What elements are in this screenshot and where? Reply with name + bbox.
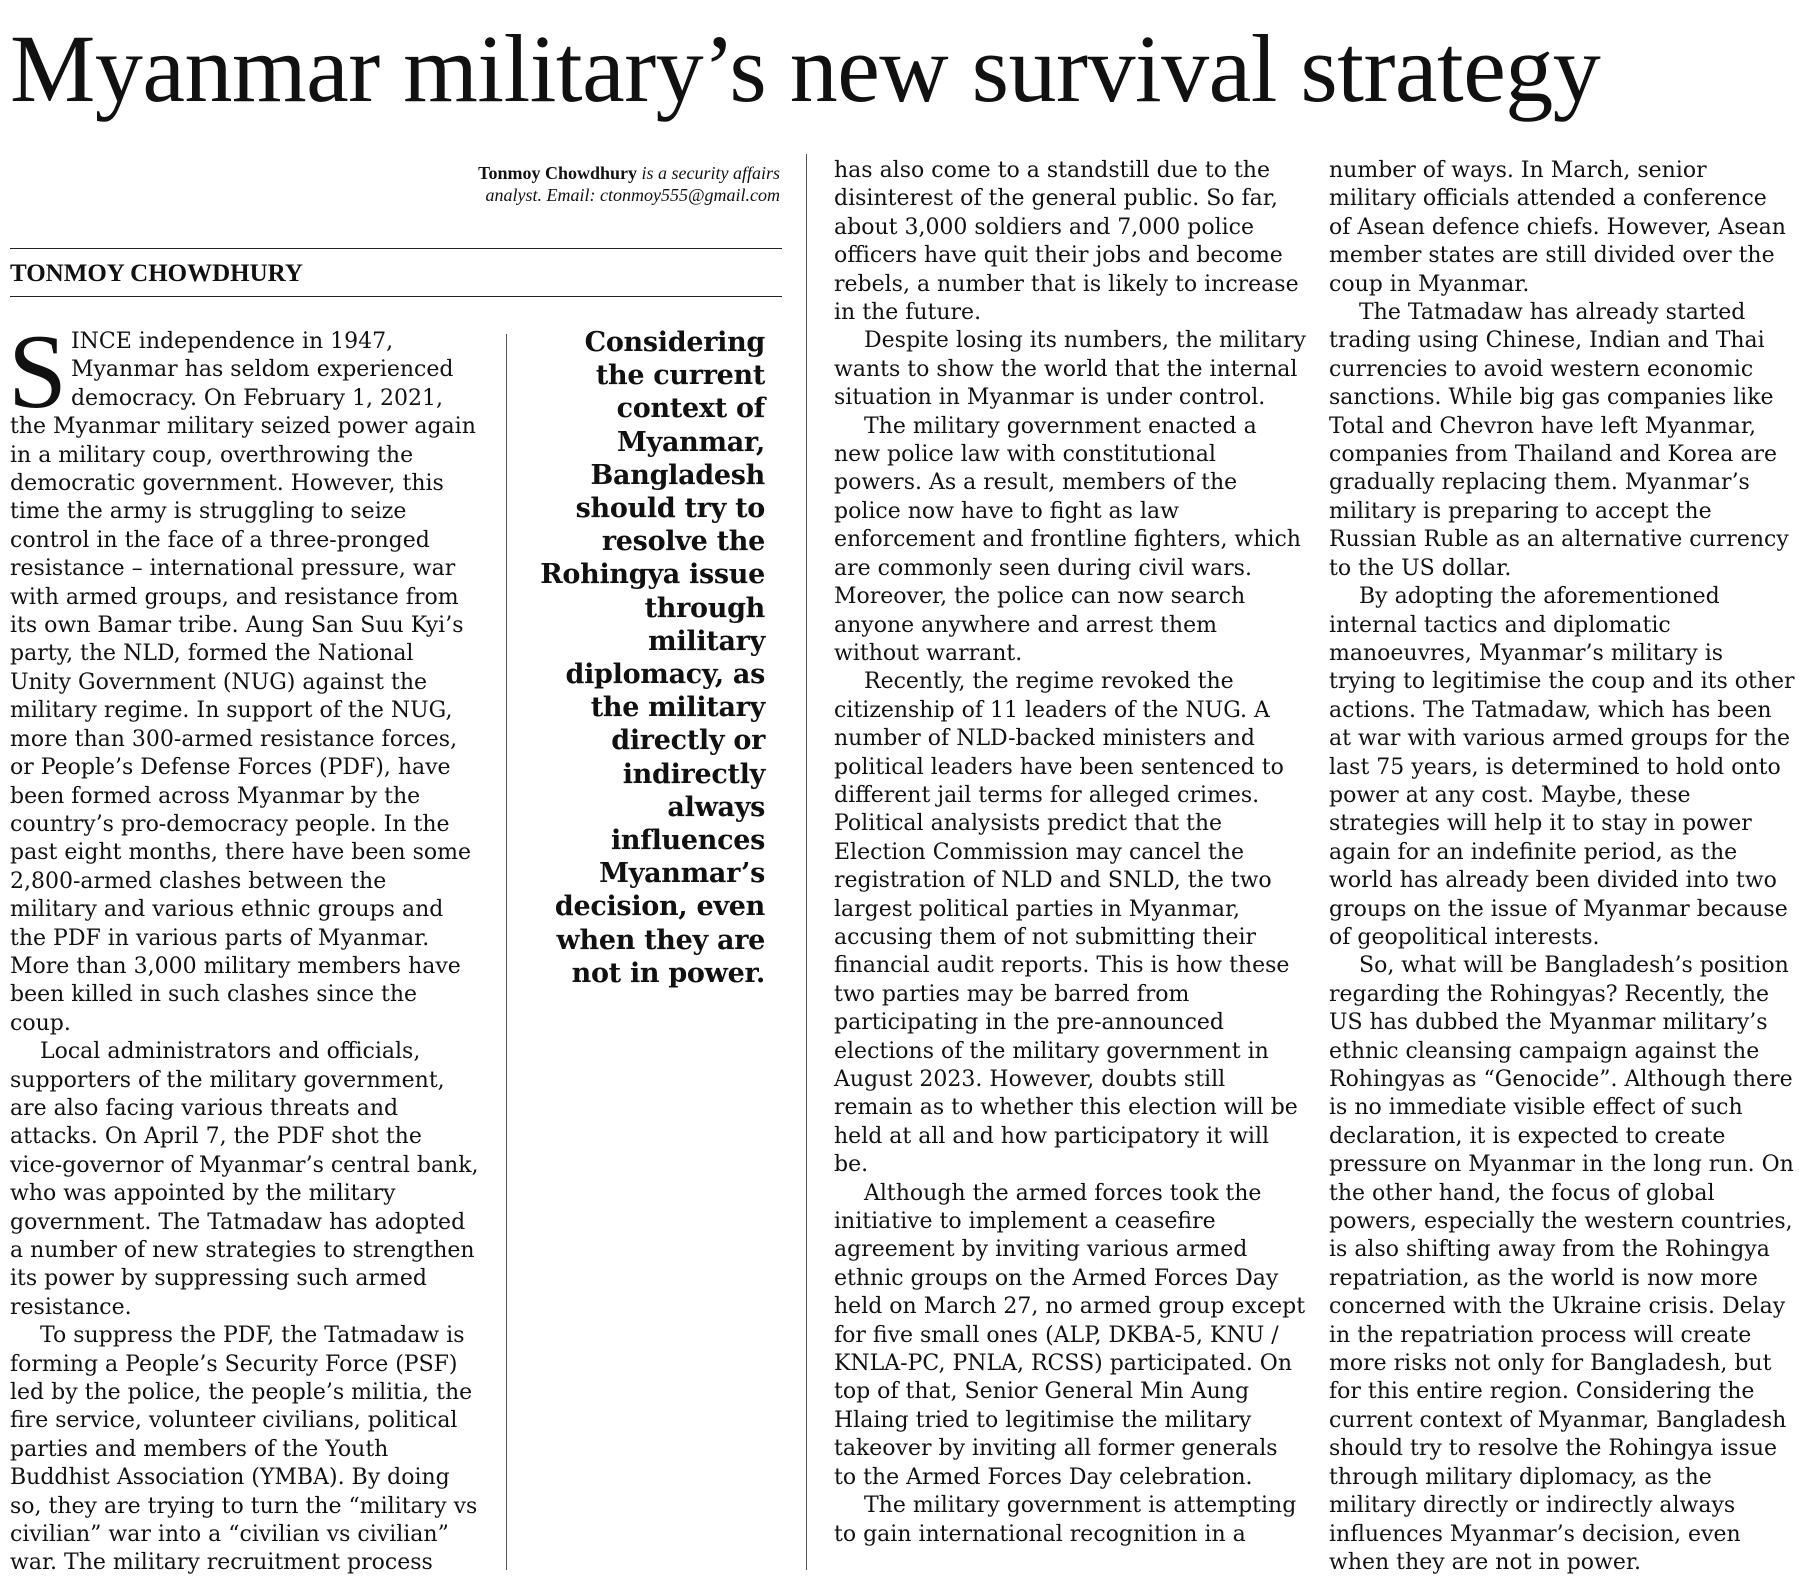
article-column-3 bbox=[834, 157, 1306, 1549]
paragraph: Recently, the regime revoked the citizenship of 11 leaders of the NUG. A number of NLD-backed ministers and political leaders have been sentenced to different jail terms for alleged crimes. Political analysists predict that the Election Commission may cancel the registration of NLD and SNLD, the two largest political parties in Myanmar, accusing them of not submitting their financial audit reports. This is how these two parties may be barred from participating in the pre-announced elections of the military government in August 2023. However, doubts still remain as to whether this election will be held at all and how participatory it will be. bbox=[834, 669, 1298, 1178]
column-divider bbox=[806, 154, 807, 1570]
paragraph bbox=[8, 313, 480, 1038]
author-note bbox=[460, 162, 780, 206]
article-column-1 bbox=[8, 313, 480, 1578]
paragraph: Despite losing its numbers, the military wants to show the world that the internal situation in Myanmar is under control. bbox=[834, 328, 1306, 411]
paragraph: The military government is attempting to gain international recognition in a bbox=[834, 1493, 1297, 1547]
column-divider bbox=[506, 334, 507, 1570]
drop-cap: S bbox=[8, 313, 67, 430]
paragraph: So, what will be Bangladesh’s position regarding the Rohingyas? Recently, the US has dubbed the Myanmar military’s ethnic cleansing campaign against the Rohingyas as “Genocide”. Although there is no immediate visible effect of such declaration, it is expected to create pressure on Myanmar in the long run. On the other hand, the focus of global powers, especially the western countries, is also shifting away from the Rohingya repatriation, as the world is now more concerned with the Ukraine crisis. Delay in the repatriation process will create more risks not only for Bangladesh, but for this entire region. Considering the current context of Myanmar, Bangladesh should try to resolve the Rohingya issue through military diplomacy, as the military directly or indirectly always influences Myanmar’s decision, even when they are not in power. bbox=[1329, 953, 1794, 1575]
byline-bottom-rule bbox=[10, 296, 782, 297]
pull-quote: Considering the current context of Myanmar, Bangladesh should try to resolve the Rohingya issue through military diplomacy, as the military directly or indirectly always influences Myanmar’s decision, even when they are not in power. bbox=[540, 327, 765, 989]
paragraph: Although the armed forces took the initiative to implement a ceasefire agreement by inviting various armed ethnic groups on the Armed Forces Day held on March 27, no armed group except for five small ones (ALP, DKBA-5, KNU / KNLA-PC, PNLA, RCSS) participated. On top of that, Senior General Min Aung Hlaing tried to legitimise the military takeover by inviting all former generals to the Armed Forces Day celebration. bbox=[834, 1180, 1306, 1490]
article-column-4 bbox=[1329, 157, 1795, 1577]
headline: Myanmar military’s new survival strategy bbox=[10, 15, 1601, 122]
paragraph: By adopting the aforementioned internal tactics and diplomatic manoeuvres, Myanmar’s military is trying to legitimise the coup and its other actions. The Tatmadaw, which has been at war with various armed groups for the last 75 years, is determined to hold onto power at any cost. Maybe, these strategies will help it to stay in power again for an indefinite period, as the world has already been divided into two groups on the issue of Myanmar because of geopolitical interests. bbox=[1329, 584, 1795, 950]
paragraph-text: INCE independence in 1947, Myanmar has seldom experienced democracy. On February 1, 2021, the Myanmar military seized power again in a military coup, overthrowing the democratic government. However, this time the army is struggling to seize control in the face of a three-pronged resistance – international pressure, war with armed groups, and resistance from its own Bamar tribe. Aung San Suu Kyi’s party, the NLD, formed the National Unity Government (NUG) against the military regime. In support of the NUG, more than 300-armed resistance forces, or People’s Defense Forces (PDF), have been formed across Myanmar by the country’s pro-democracy people. In the past eight months, there have been some 2,800-armed clashes between the military and various ethnic groups and the PDF in various parts of Myanmar. More than 3,000 military members have been killed in such clashes since the coup. bbox=[10, 329, 476, 1036]
author-note-text: is a security affairs analyst. Email: ctonmoy555@gmail.com bbox=[485, 163, 780, 205]
paragraph: The Tatmadaw has already started trading using Chinese, Indian and Thai currencies to avoid western economic sanctions. While big gas companies like Total and Chevron have left Myanmar, companies from Thailand and Korea are gradually replacing them. Myanmar’s military is preparing to accept the Russian Ruble as an alternative currency to the US dollar. bbox=[1329, 300, 1789, 581]
paragraph: The military government enacted a new police law with constitutional powers. As a result, members of the police now have to fight as law enforcement and frontline fighters, which are commonly seen during civil wars. Moreover, the police can now search anyone anywhere and arrest them without warrant. bbox=[834, 413, 1301, 666]
paragraph: number of ways. In March, senior military officials attended a conference of Asean defence chiefs. However, Asean member states are still divided over the coup in Myanmar. bbox=[1329, 158, 1786, 297]
paragraph: Local administrators and officials, supporters of the military government, are also facing various threats and attacks. On April 7, the PDF shot the vice-governor of Myanmar’s central bank, who was appointed by the military government. The Tatmadaw has adopted a number of new strategies to strengthen its power by suppressing such armed resistance. bbox=[10, 1039, 479, 1320]
paragraph: has also come to a standstill due to the disinterest of the general public. So far, about 3,000 soldiers and 7,000 police officers have quit their jobs and become rebels, a number that is likely to increase in the future. bbox=[834, 158, 1299, 326]
paragraph: To suppress the PDF, the Tatmadaw is forming a People’s Security Force (PSF) led by the police, the people’s militia, the fire service, volunteer civilians, political parties and members of the Youth Buddhist Association (YMBA). By doing so, they are trying to turn the “military vs civilian” war into a “civilian vs civilian” war. The military recruitment process bbox=[10, 1323, 478, 1576]
byline-top-rule bbox=[10, 248, 782, 249]
author-note-name: Tonmoy Chowdhury bbox=[478, 163, 637, 183]
byline: TONMOY CHOWDHURY bbox=[10, 260, 303, 287]
